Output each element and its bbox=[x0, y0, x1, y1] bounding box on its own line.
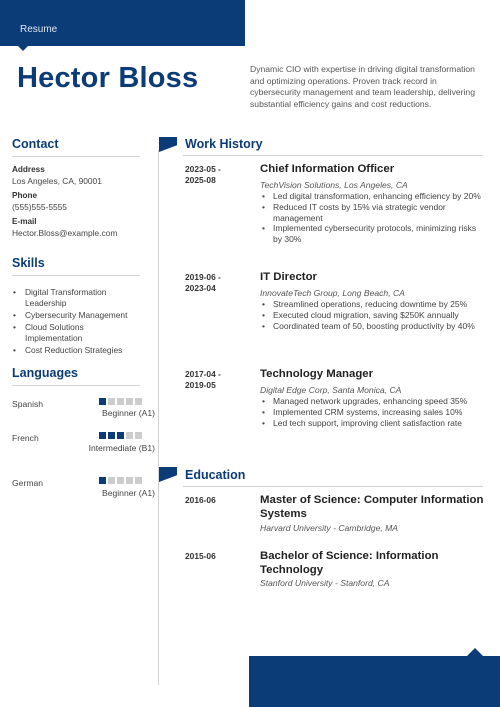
languages-rule bbox=[12, 385, 140, 386]
phone-value: (555)555-5555 bbox=[12, 202, 67, 212]
job-bullet: • Reduced IT costs by 15% via strategic vendor management bbox=[260, 202, 485, 224]
rating-square-empty bbox=[117, 398, 124, 405]
language-row bbox=[12, 473, 155, 503]
section-flag-icon bbox=[159, 467, 177, 482]
job-start-date: 2017-04 - bbox=[185, 369, 221, 379]
rating-square-filled bbox=[99, 477, 106, 484]
rating-square-filled bbox=[108, 432, 115, 439]
skills-title: Skills bbox=[12, 256, 45, 270]
education-date: 2015-06 bbox=[185, 551, 216, 561]
language-name: French bbox=[12, 433, 39, 443]
footer-block bbox=[249, 656, 500, 707]
job-dates bbox=[185, 164, 245, 186]
job-dates bbox=[185, 272, 245, 294]
language-level: Beginner (A1) bbox=[101, 408, 155, 418]
work-history-rule bbox=[183, 155, 483, 156]
job-title: Technology Manager bbox=[260, 368, 374, 380]
header-band bbox=[0, 0, 245, 46]
language-level: Beginner (A1) bbox=[101, 488, 155, 498]
rating-square-empty bbox=[108, 477, 115, 484]
phone-label: Phone bbox=[12, 191, 38, 200]
skills-list bbox=[12, 287, 132, 356]
rating-square-empty bbox=[126, 398, 133, 405]
language-level: Intermediate (B1) bbox=[88, 443, 155, 453]
job-bullets bbox=[260, 396, 485, 428]
job-start-date: 2023-05 - bbox=[185, 164, 221, 174]
rating-square-empty bbox=[135, 432, 142, 439]
job-bullet: • Led digital transformation, enhancing efficiency by 20% bbox=[260, 191, 485, 202]
education-section bbox=[185, 468, 245, 482]
language-row bbox=[12, 394, 155, 424]
job-bullet: • Coordinated team of 50, boosting productivity by 40% bbox=[260, 321, 485, 332]
job-bullets bbox=[260, 299, 485, 331]
language-name: German bbox=[12, 478, 44, 488]
rating-square-empty bbox=[135, 398, 142, 405]
language-rating bbox=[99, 398, 142, 405]
contact-rule bbox=[12, 156, 140, 157]
job-start-date: 2019-06 - bbox=[185, 272, 221, 282]
professional-summary: Dynamic CIO with expertise in driving digital transformation and optimizing operations. Proven track record in cybersecurity management and team leadership, delivering substantial efficiency gains and cost reductions. bbox=[250, 64, 475, 109]
education-school: Harvard University - Cambridge, MA bbox=[260, 523, 399, 533]
rating-square-empty bbox=[126, 432, 133, 439]
education-rule bbox=[183, 486, 483, 487]
section-flag-icon bbox=[159, 137, 177, 152]
job-company: InnovateTech Group, Long Beach, CA bbox=[260, 288, 405, 298]
job-bullet: • Led tech support, improving client satisfaction rate bbox=[260, 418, 485, 429]
job-company: Digital Edge Corp, Santa Monica, CA bbox=[260, 385, 402, 395]
email-label: E-mail bbox=[12, 217, 37, 226]
job-end-date: 2019-05 bbox=[185, 380, 216, 390]
contact-section bbox=[12, 137, 140, 239]
language-rating bbox=[99, 477, 142, 484]
skills-rule bbox=[12, 275, 140, 276]
languages-title: Languages bbox=[12, 366, 78, 380]
address-value: Los Angeles, CA, 90001 bbox=[12, 176, 102, 186]
education-title: Education bbox=[185, 468, 246, 482]
footer-notch bbox=[467, 648, 483, 656]
skill-item: • Cost Reduction Strategies bbox=[12, 345, 132, 356]
address-label: Address bbox=[12, 165, 45, 174]
education-school: Stanford University - Stanford, CA bbox=[260, 578, 390, 588]
header-notch bbox=[18, 46, 28, 51]
rating-square-filled bbox=[117, 432, 124, 439]
education-degree: Master of Science: Computer Information Systems bbox=[260, 494, 484, 520]
candidate-name: Hector Bloss bbox=[17, 62, 199, 94]
rating-square-empty bbox=[126, 477, 133, 484]
job-dates bbox=[185, 369, 245, 391]
work-history-title: Work History bbox=[185, 137, 263, 151]
education-degree: Bachelor of Science: Information Technology bbox=[260, 550, 439, 576]
language-rating bbox=[99, 432, 142, 439]
languages-section bbox=[12, 366, 140, 386]
language-name: Spanish bbox=[12, 399, 44, 409]
rating-square-empty bbox=[117, 477, 124, 484]
job-bullets bbox=[260, 191, 485, 245]
job-end-date: 2025-08 bbox=[185, 175, 216, 185]
skill-item: • Cybersecurity Management bbox=[12, 310, 132, 321]
work-history-section bbox=[185, 137, 263, 151]
skill-item: • Cloud Solutions Implementation bbox=[12, 322, 132, 344]
rating-square-filled bbox=[99, 398, 106, 405]
job-bullet: • Executed cloud migration, saving $250K annually bbox=[260, 310, 485, 321]
language-row bbox=[12, 428, 155, 468]
rating-square-empty bbox=[135, 477, 142, 484]
job-bullet: • Implemented CRM systems, increasing sales 10% bbox=[260, 407, 485, 418]
job-bullet: • Streamlined operations, reducing downtime by 25% bbox=[260, 299, 485, 310]
contact-title: Contact bbox=[12, 137, 59, 151]
skills-section bbox=[12, 256, 140, 357]
job-end-date: 2023-04 bbox=[185, 283, 216, 293]
education-date: 2016-06 bbox=[185, 495, 216, 505]
column-divider bbox=[158, 150, 159, 685]
job-company: TechVision Solutions, Los Angeles, CA bbox=[260, 180, 408, 190]
skill-item: • Digital Transformation Leadership bbox=[12, 287, 132, 309]
resume-label: Resume bbox=[20, 24, 58, 35]
email-value: Hector.Bloss@example.com bbox=[12, 228, 118, 238]
job-bullet: • Implemented cybersecurity protocols, minimizing risks by 30% bbox=[260, 223, 485, 245]
job-title: IT Director bbox=[260, 271, 317, 283]
job-bullet: • Managed network upgrades, enhancing speed 35% bbox=[260, 396, 485, 407]
rating-square-empty bbox=[108, 398, 115, 405]
rating-square-filled bbox=[99, 432, 106, 439]
job-title: Chief Information Officer bbox=[260, 163, 395, 175]
